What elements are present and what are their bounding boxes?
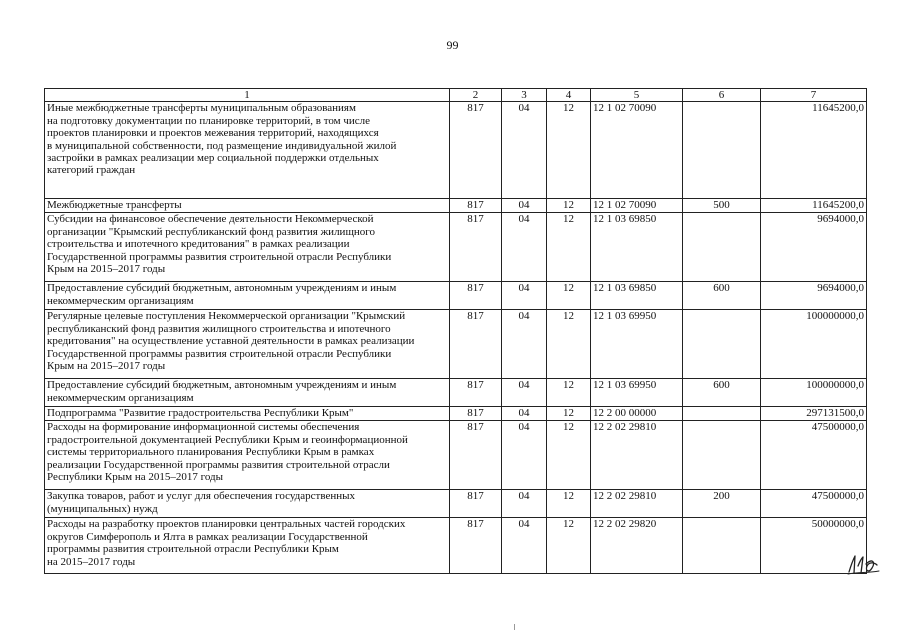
row-amount-cell: 297131500,0 xyxy=(761,407,867,421)
row-subsection-cell: 12 xyxy=(547,421,591,490)
table-row xyxy=(45,490,867,518)
row-expense-type-cell xyxy=(683,213,761,282)
row-code-cell: 817 xyxy=(450,421,502,490)
row-section-cell: 04 xyxy=(502,199,547,213)
row-expense-type-cell: 600 xyxy=(683,282,761,310)
row-expense-type-cell xyxy=(683,518,761,574)
row-subsection-cell: 12 xyxy=(547,490,591,518)
row-section-cell: 04 xyxy=(502,490,547,518)
row-amount-cell: 47500000,0 xyxy=(761,490,867,518)
table-row xyxy=(45,310,867,379)
table-row xyxy=(45,199,867,213)
row-expense-type-cell xyxy=(683,421,761,490)
row-name-cell: Субсидии на финансовое обеспечение деятельности Некоммерческой организации "Крымский республиканский фонд развития жилищного строительства и ипотечного кредитования" в рамках реализации Государственной программы развития строительной отрасли Республики Крым на 2015–2017 годы xyxy=(45,213,450,282)
row-expense-type-cell: 600 xyxy=(683,379,761,407)
row-section-cell: 04 xyxy=(502,213,547,282)
table-row xyxy=(45,407,867,421)
row-subsection-cell: 12 xyxy=(547,310,591,379)
row-name-cell: Иные межбюджетные трансферты муниципальным образованиям на подготовку документации по планировке территорий, в том числе проектов планировки и проектов межевания территорий, находящихся в муниципальной собственности, под размещение индивидуальной жилой застройки в рамках реализации мер социальной поддержки отдельных категорий граждан xyxy=(45,102,450,199)
row-amount-cell: 100000000,0 xyxy=(761,379,867,407)
row-name-cell: Расходы на разработку проектов планировки центральных частей городских округов Симферополь и Ялта в рамках реализации Государственной программы развития строительной отрасли Республики Крым на 2015–2017 годы xyxy=(45,518,450,574)
row-subsection-cell: 12 xyxy=(547,282,591,310)
row-amount-cell: 47500000,0 xyxy=(761,421,867,490)
row-subsection-cell: 12 xyxy=(547,518,591,574)
row-target-cell: 12 2 00 00000 xyxy=(591,407,683,421)
row-name-cell: Межбюджетные трансферты xyxy=(45,199,450,213)
table-row xyxy=(45,518,867,574)
page-number: 99 xyxy=(446,38,459,52)
header-row xyxy=(45,89,867,102)
row-name-cell: Расходы на формирование информационной системы обеспечения градостроительной документацией Республики Крым и геоинформационной системы территориального планирования Республики Крым в рамках реализации Государственной программы развития строительной отрасли Республики Крым на 2015–2017 годы xyxy=(45,421,450,490)
row-section-cell: 04 xyxy=(502,379,547,407)
row-target-cell: 12 2 02 29810 xyxy=(591,490,683,518)
row-expense-type-cell: 200 xyxy=(683,490,761,518)
row-section-cell: 04 xyxy=(502,102,547,199)
budget-table xyxy=(44,88,867,574)
row-section-cell: 04 xyxy=(502,421,547,490)
row-section-cell: 04 xyxy=(502,310,547,379)
row-amount-cell: 9694000,0 xyxy=(761,282,867,310)
row-code-cell: 817 xyxy=(450,310,502,379)
row-code-cell: 817 xyxy=(450,518,502,574)
row-subsection-cell: 12 xyxy=(547,102,591,199)
row-target-cell: 12 2 02 29820 xyxy=(591,518,683,574)
row-amount-cell: 11645200,0 xyxy=(761,199,867,213)
row-code-cell: 817 xyxy=(450,407,502,421)
row-target-cell: 12 2 02 29810 xyxy=(591,421,683,490)
row-target-cell: 12 1 03 69850 xyxy=(591,213,683,282)
header-col-6: 6 xyxy=(683,89,761,102)
row-code-cell: 817 xyxy=(450,199,502,213)
row-section-cell: 04 xyxy=(502,407,547,421)
row-expense-type-cell xyxy=(683,310,761,379)
header-col-2: 2 xyxy=(450,89,502,102)
handwritten-signature xyxy=(846,552,880,576)
table-row xyxy=(45,282,867,310)
row-target-cell: 12 1 02 70090 xyxy=(591,199,683,213)
header-col-4: 4 xyxy=(547,89,591,102)
row-amount-cell: 50000000,0 xyxy=(761,518,867,574)
header-col-5: 5 xyxy=(591,89,683,102)
row-expense-type-cell: 500 xyxy=(683,199,761,213)
row-target-cell: 12 1 02 70090 xyxy=(591,102,683,199)
table-row xyxy=(45,102,867,199)
table-row xyxy=(45,421,867,490)
row-subsection-cell: 12 xyxy=(547,199,591,213)
row-target-cell: 12 1 03 69950 xyxy=(591,379,683,407)
row-code-cell: 817 xyxy=(450,282,502,310)
row-code-cell: 817 xyxy=(450,102,502,199)
row-name-cell: Предоставление субсидий бюджетным, автономным учреждениям и иным некоммерческим организациям xyxy=(45,282,450,310)
row-code-cell: 817 xyxy=(450,213,502,282)
row-subsection-cell: 12 xyxy=(547,407,591,421)
row-name-cell: Предоставление субсидий бюджетным, автономным учреждениям и иным некоммерческим организациям xyxy=(45,379,450,407)
row-amount-cell: 100000000,0 xyxy=(761,310,867,379)
row-amount-cell: 9694000,0 xyxy=(761,213,867,282)
row-section-cell: 04 xyxy=(502,282,547,310)
row-target-cell: 12 1 03 69950 xyxy=(591,310,683,379)
row-subsection-cell: 12 xyxy=(547,379,591,407)
row-name-cell: Закупка товаров, работ и услуг для обеспечения государственных (муниципальных) нужд xyxy=(45,490,450,518)
row-expense-type-cell xyxy=(683,102,761,199)
header-col-1: 1 xyxy=(45,89,450,102)
row-code-cell: 817 xyxy=(450,490,502,518)
table-row xyxy=(45,213,867,282)
scan-mark xyxy=(514,624,515,630)
row-name-cell: Подпрограмма "Развитие градостроительства Республики Крым" xyxy=(45,407,450,421)
row-amount-cell: 11645200,0 xyxy=(761,102,867,199)
row-name-cell: Регулярные целевые поступления Некоммерческой организации "Крымский республиканский фонд развития жилищного строительства и ипотечного кредитования" на осуществление уставной деятельности в рамках реализации Государственной программы развития строительной отрасли Республики Крым на 2015–2017 годы xyxy=(45,310,450,379)
header-col-3: 3 xyxy=(502,89,547,102)
row-code-cell: 817 xyxy=(450,379,502,407)
header-col-7: 7 xyxy=(761,89,867,102)
row-subsection-cell: 12 xyxy=(547,213,591,282)
row-section-cell: 04 xyxy=(502,518,547,574)
table-row xyxy=(45,379,867,407)
row-target-cell: 12 1 03 69850 xyxy=(591,282,683,310)
row-expense-type-cell xyxy=(683,407,761,421)
